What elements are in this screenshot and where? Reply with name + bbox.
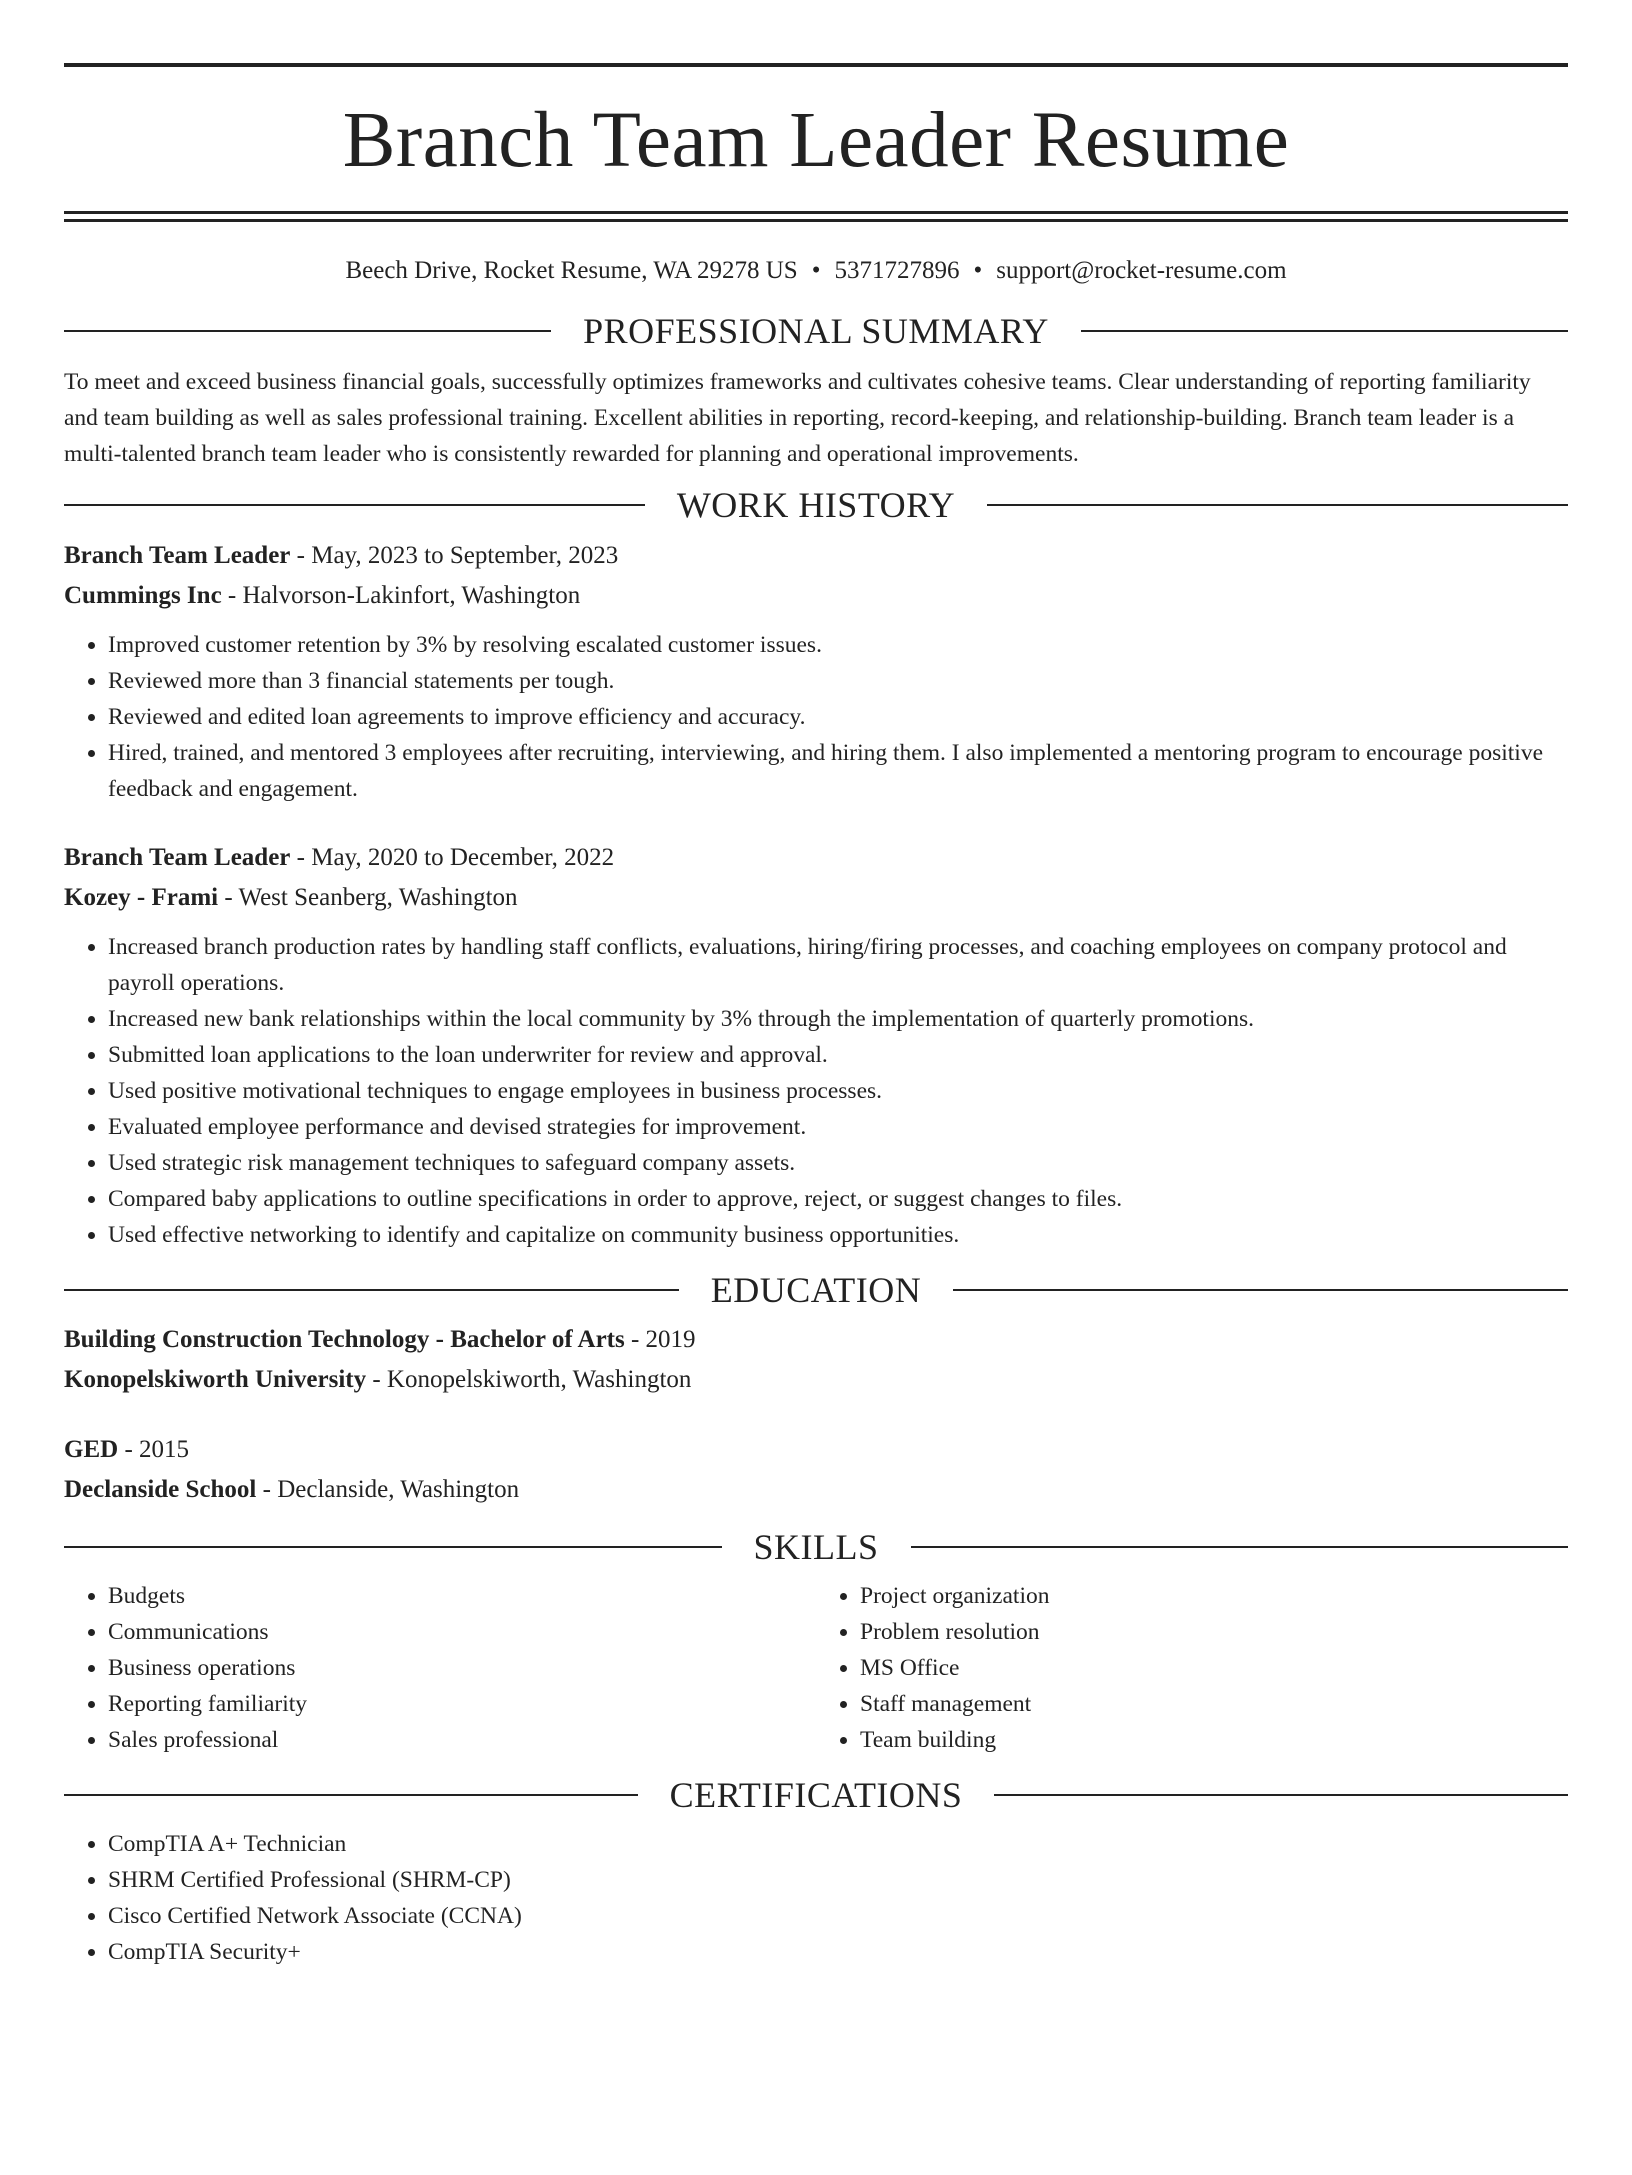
contact-phone: 5371727896 [834, 257, 960, 284]
divider-line [1081, 330, 1568, 332]
divider-line [64, 330, 551, 332]
divider-line [994, 1794, 1568, 1796]
skills-list-left [64, 1578, 816, 1758]
list-item: • Business operations [108, 1650, 816, 1686]
summary-section-header [64, 313, 1568, 349]
degree: GED [64, 1436, 119, 1463]
top-rule [64, 63, 1568, 67]
list-item: • Staff management [860, 1686, 1568, 1722]
job-company: Cummings Inc [64, 582, 222, 609]
list-item: • Reviewed and edited loan agreements to improve efficiency and accuracy. [108, 699, 1568, 735]
list-item: • CompTIA Security+ [108, 1934, 1568, 1970]
school-location: - Declanside, Washington [256, 1476, 520, 1503]
list-item: • Submitted loan applications to the loan underwriter for review and approval. [108, 1037, 1568, 1073]
list-item: • Used effective networking to identify and capitalize on community business opportunities. [108, 1217, 1568, 1253]
school: Declanside School [64, 1476, 257, 1503]
job-location: - West Seanberg, Washington [218, 884, 518, 911]
school-line [64, 1470, 1568, 1510]
contact-address: Beech Drive, Rocket Resume, WA 29278 US [345, 257, 798, 284]
divider-line [64, 1289, 679, 1291]
list-item: • Hired, trained, and mentored 3 employees after recruiting, interviewing, and hiring them. I also implemented a mentoring program to encourage positive feedback and engagement. [108, 735, 1568, 807]
job-location: - Halvorson-Lakinfort, Washington [221, 582, 581, 609]
job-company-line [64, 878, 1568, 918]
skills-list-right [816, 1578, 1568, 1758]
education-entry [64, 1430, 1568, 1510]
list-item: • Communications [108, 1614, 816, 1650]
list-item: • Increased new bank relationships within the local community by 3% through the implementation of quarterly promotions. [108, 1001, 1568, 1037]
job-title: Branch Team Leader [64, 844, 291, 871]
section-title-education: EDUCATION [710, 1270, 922, 1310]
section-title-certifications: CERTIFICATIONS [669, 1775, 963, 1815]
list-item: • Sales professional [108, 1722, 816, 1758]
list-item: • Project organization [860, 1578, 1568, 1614]
work-section-header [64, 487, 1568, 523]
divider-line [911, 1546, 1569, 1548]
contact-separator: • [973, 257, 983, 284]
job-title-line [64, 838, 1568, 878]
list-item: • Increased branch production rates by handling staff conflicts, evaluations, hiring/firing processes, and coaching employees on company protocol and payroll operations. [108, 929, 1568, 1001]
degree-line [64, 1430, 1568, 1470]
list-item: • CompTIA A+ Technician [108, 1826, 1568, 1862]
divider-line [953, 1289, 1568, 1291]
list-item: • Budgets [108, 1578, 816, 1614]
list-item: • Compared baby applications to outline specifications in order to approve, reject, or suggest changes to files. [108, 1181, 1568, 1217]
list-item: • Cisco Certified Network Associate (CCNA) [108, 1898, 1568, 1934]
job-dates: - May, 2023 to September, 2023 [290, 542, 619, 569]
divider-line [987, 504, 1568, 506]
job-title-line [64, 536, 1568, 576]
list-item: • Used strategic risk management techniques to safeguard company assets. [108, 1145, 1568, 1181]
job-company: Kozey - Frami [64, 884, 219, 911]
degree-year: - 2015 [118, 1436, 190, 1463]
job-entry [64, 838, 1568, 1253]
skills-columns [64, 1578, 1568, 1758]
double-rule [64, 211, 1568, 222]
certifications-section-header [64, 1777, 1568, 1813]
skills-section-header [64, 1529, 1568, 1565]
job-bullets [64, 929, 1568, 1253]
list-item: • Improved customer retention by 3% by resolving escalated customer issues. [108, 627, 1568, 663]
section-title-skills: SKILLS [753, 1527, 879, 1567]
summary-text: To meet and exceed business financial goals, successfully optimizes frameworks and cultivates cohesive teams. Clear understanding of reporting familiarity and team building as well as sales professional training. Excellent abilities in reporting, record-keeping, and relationship-building. Branch team leader is a multi-talented branch team leader who is consistently rewarded for planning and operational improvements. [64, 369, 1531, 467]
list-item: • Used positive motivational techniques to engage employees in business processes. [108, 1073, 1568, 1109]
job-entry [64, 536, 1568, 807]
list-item: • MS Office [860, 1650, 1568, 1686]
job-company-line [64, 576, 1568, 616]
certifications-list [64, 1826, 1568, 1970]
education-entry [64, 1320, 1568, 1400]
degree: Building Construction Technology - Bachelor of Arts [64, 1326, 625, 1353]
section-title-work: WORK HISTORY [676, 485, 956, 525]
contact-line [64, 258, 1568, 283]
education-section-header [64, 1272, 1568, 1308]
list-item: • Reviewed more than 3 financial statements per tough. [108, 663, 1568, 699]
job-dates: - May, 2020 to December, 2022 [290, 844, 615, 871]
job-bullets [64, 627, 1568, 807]
divider-line [64, 1546, 722, 1548]
list-item: • Reporting familiarity [108, 1686, 816, 1722]
section-title-summary: PROFESSIONAL SUMMARY [583, 311, 1049, 351]
school-location: - Konopelskiworth, Washington [366, 1366, 692, 1393]
list-item: • Team building [860, 1722, 1568, 1758]
degree-line [64, 1320, 1568, 1360]
divider-line [64, 504, 645, 506]
list-item: • Problem resolution [860, 1614, 1568, 1650]
job-title: Branch Team Leader [64, 542, 291, 569]
resume-page [0, 63, 1632, 2175]
list-item: • SHRM Certified Professional (SHRM-CP) [108, 1862, 1568, 1898]
resume-title: Branch Team Leader Resume [342, 97, 1290, 184]
list-item: • Evaluated employee performance and devised strategies for improvement. [108, 1109, 1568, 1145]
contact-email: support@rocket-resume.com [996, 257, 1287, 284]
school: Konopelskiworth University [64, 1366, 367, 1393]
school-line [64, 1360, 1568, 1400]
divider-line [64, 1794, 638, 1796]
contact-separator: • [811, 257, 821, 284]
degree-year: - 2019 [624, 1326, 696, 1353]
